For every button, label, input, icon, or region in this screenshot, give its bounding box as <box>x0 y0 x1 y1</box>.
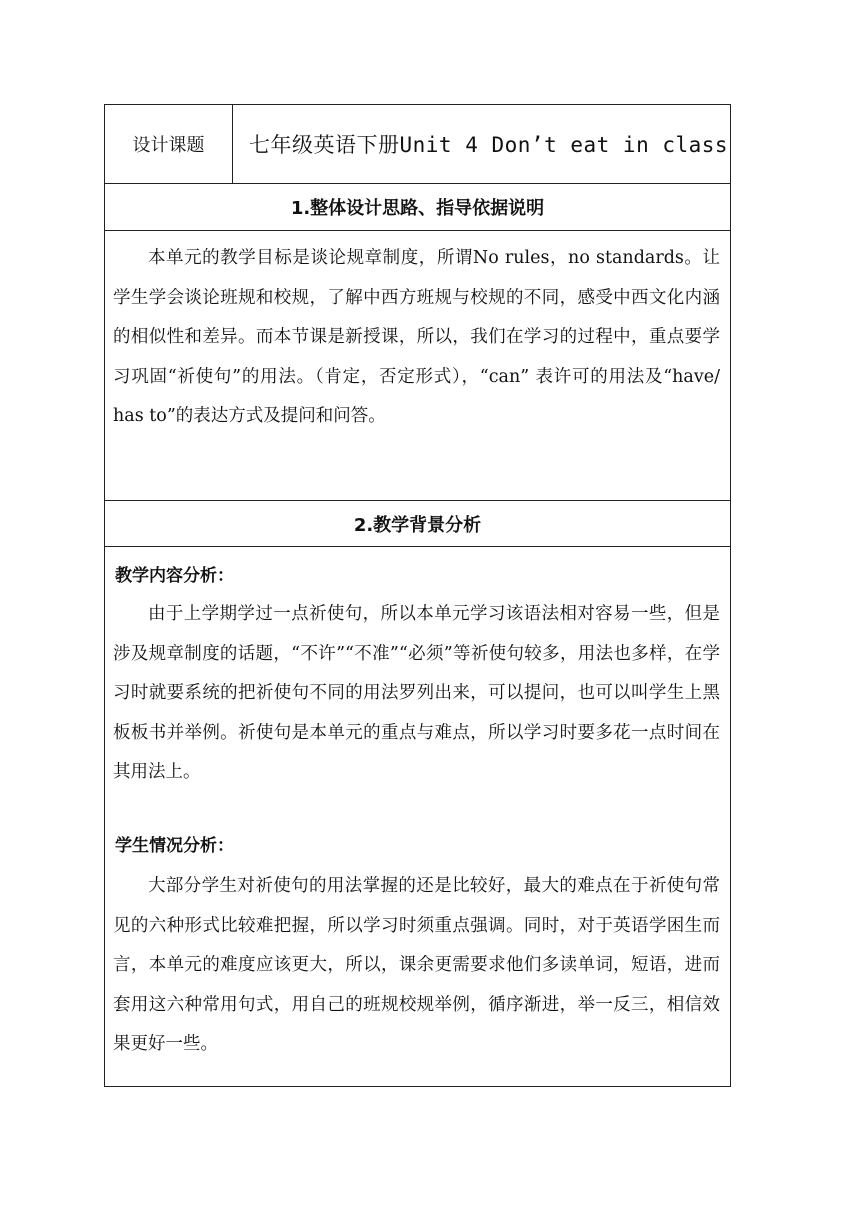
section1-body-row <box>105 231 730 501</box>
student-analysis-title: 学生情况分析： <box>115 836 234 856</box>
topic-row <box>105 105 730 184</box>
section1-heading: 1.整体设计思路、指导依据说明 <box>290 198 545 219</box>
section2-heading: 2.教学背景分析 <box>353 514 482 536</box>
student-analysis-paragraph: 大部分学生对祈使句的用法掌握的还是比较好，最大的难点在于祈使句常见的六种形式比较难把握，所以学习时须重点强调。同时，对于英语学困生而言，本单元的难度应该更大，所以，课余更需要求他们多读单词，短语，进而套用这六种常用句式，用自己的班规校规举例，循序渐进，举一反三，相信效果更好一些。 <box>113 876 720 1054</box>
topic-title: 七年级英语下册Unit 4 Don’t eat in class <box>249 133 729 157</box>
section2-body-row <box>105 547 730 1087</box>
content-analysis-title: 教学内容分析： <box>115 566 234 586</box>
lesson-design-table <box>104 104 731 1087</box>
content-analysis-paragraph: 由于上学期学过一点祈使句，所以本单元学习该语法相对容易一些，但是涉及规章制度的话题，“不许”“不准”“必须”等祈使句较多，用法也多样，在学习时就要系统的把祈使句不同的用法罗列出来，可以提问，也可以叫学生上黑板板书并举例。祈使句是本单元的重点与难点，所以学习时要多花一点时间在其用法上。 <box>113 604 720 782</box>
topic-label: 设计课题 <box>105 105 233 183</box>
section1-heading-row <box>105 184 730 231</box>
section2-heading-row <box>105 501 730 547</box>
section1-paragraph: 本单元的教学目标是谈论规章制度，所谓No rules，no standards。让学生学会谈论班规和校规，了解中西方班规与校规的不同，感受中西文化内涵的相似性和差异。而本节课是新授课，所以，我们在学习的过程中，重点要学习巩固“祈使句”的用法。（肯定，否定形式），“can” 表许可的用法及“have/ has to”的表达方式及提问和问答。 <box>113 248 720 426</box>
